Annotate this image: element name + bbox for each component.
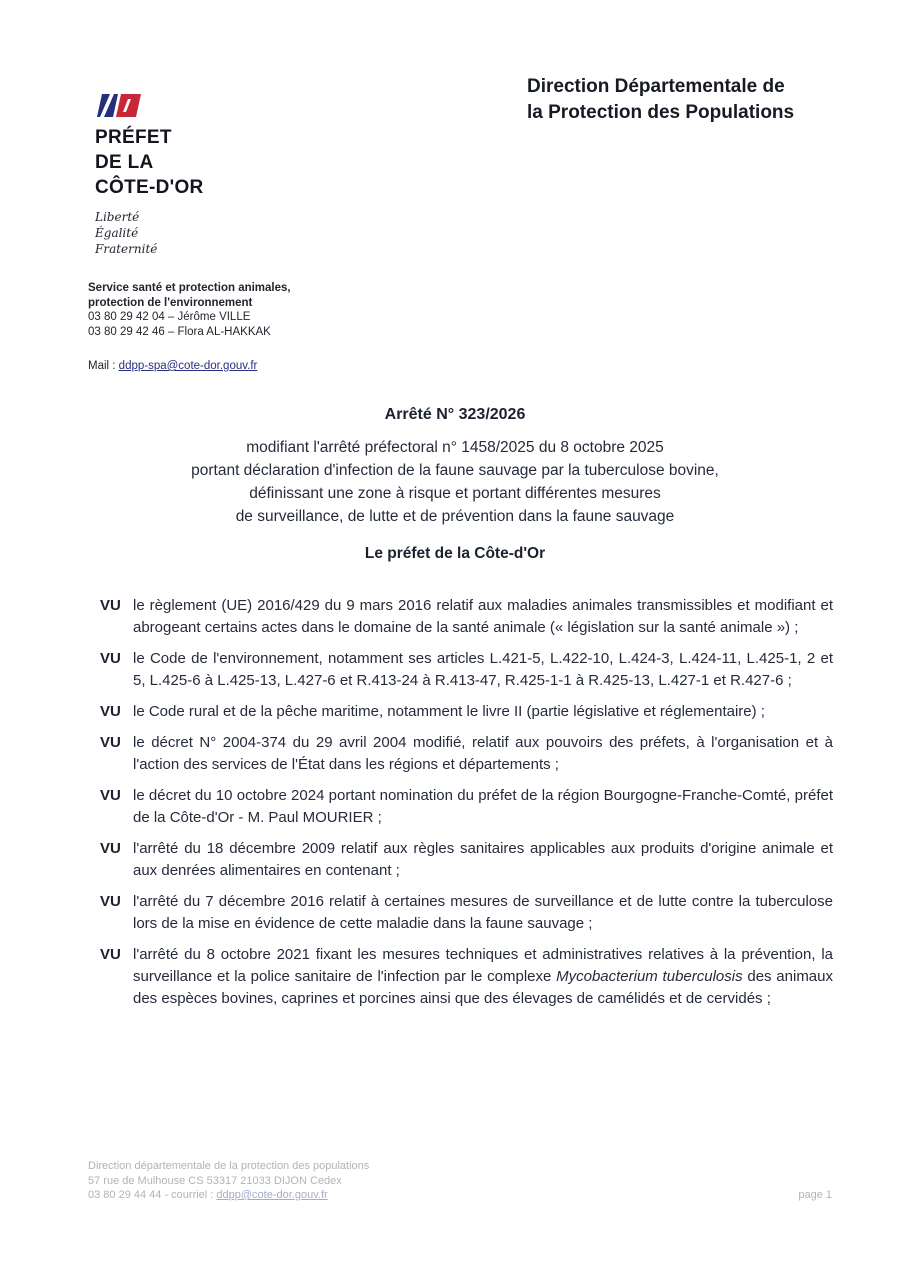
vu-label: VU: [100, 597, 121, 614]
arrete-number: Arrêté N° 323/2026: [384, 406, 526, 423]
footer-line3: [88, 1188, 369, 1203]
page-number: page 1: [798, 1189, 832, 1201]
motto-liberte: Liberté: [95, 210, 140, 224]
vu-label: VU: [100, 893, 121, 910]
arrete-title-line: modifiant l'arrêté préfectoral n° 1458/2025 du 8 octobre 2025: [246, 439, 664, 456]
vu-text-pre: le décret du 10 octobre 2024 portant nomination du préfet de la région Bourgogne-Franche-Comté, préfet de la Côte-d'Or - M. Paul MOURIER ;: [133, 787, 833, 826]
vu-section: [100, 595, 833, 1019]
footer-address-block: [88, 1159, 369, 1203]
motto-egalite: Égalité: [95, 226, 139, 240]
vu-label: VU: [100, 650, 121, 667]
service-phone-2: 03 80 29 42 46 – Flora AL-HAKKAK: [88, 325, 271, 338]
vu-paragraph: [100, 838, 833, 882]
vu-label: VU: [100, 703, 121, 720]
service-name-line2: protection de l'environnement: [88, 296, 253, 309]
vu-text-pre: l'arrêté du 8 octobre 2021 fixant les mesures techniques et administratives relatives à la prévention, la surveillance et la police sanitaire de l'infection par le complexe: [133, 946, 833, 985]
vu-text: [133, 732, 833, 776]
motto-fraternite: Fraternité: [95, 242, 158, 256]
prefet-title-line1: PRÉFET: [95, 127, 172, 148]
prefet-subtitle: Le préfet de la Côte-d'Or: [364, 545, 546, 562]
service-name-line1: Service santé et protection animales,: [88, 282, 291, 294]
footer-line1: Direction départementale de la protection des populations: [88, 1160, 370, 1172]
vu-text: [133, 595, 833, 639]
footer-line2: 57 rue de Mulhouse CS 53317 21033 DIJON Cedex: [88, 1174, 342, 1187]
vu-paragraph: [100, 701, 833, 723]
vu-text: [133, 701, 833, 723]
vu-text-pre: le Code rural et de la pêche maritime, notamment le livre II (partie législative et réglementaire) ;: [133, 703, 765, 720]
prefet-title-line3: CÔTE-D'OR: [95, 177, 204, 198]
direction-title-line2: la Protection des Populations: [527, 102, 795, 123]
vu-text: [133, 785, 833, 829]
vu-text-pre: l'arrêté du 18 décembre 2009 relatif aux règles sanitaires applicables aux produits d'origine animale et aux denrées alimentaires en contenant ;: [133, 840, 833, 879]
service-contact-block: [88, 281, 291, 374]
republic-motto: [95, 209, 204, 257]
arrete-title-line: définissant une zone à risque et portant différentes mesures: [249, 485, 661, 502]
vu-text-pre: le règlement (UE) 2016/429 du 9 mars 2016 relatif aux maladies animales transmissibles et modifiant et abrogeant certains actes dans le domaine de la santé animale (« législation sur la santé animale ») ;: [133, 597, 833, 636]
vu-label: VU: [100, 787, 121, 804]
footer-email-link[interactable]: ddpp@cote-dor.gouv.fr: [216, 1189, 328, 1201]
vu-label: VU: [100, 840, 121, 857]
vu-text: [133, 891, 833, 935]
vu-paragraph: [100, 732, 833, 776]
direction-title: [527, 74, 794, 126]
vu-paragraph: [100, 785, 833, 829]
arrete-title-line: portant déclaration d'infection de la faune sauvage par la tuberculose bovine,: [191, 462, 719, 479]
vu-text-pre: le décret N° 2004-374 du 29 avril 2004 modifié, relatif aux pouvoirs des préfets, à l'organisation et à l'action des services de l'État dans les régions et départements ;: [133, 734, 833, 773]
vu-text-post: des animaux des espèces bovines, caprines et porcines ainsi que des élevages de camélidés et de cervidés ;: [133, 968, 833, 1007]
french-flag-icon: [97, 92, 141, 119]
arrete-title-line: de surveillance, de lutte et de prévention dans la faune sauvage: [235, 508, 675, 525]
vu-paragraph: [100, 944, 833, 1010]
vu-text-italic: Mycobacterium tuberculosis: [556, 968, 743, 985]
service-phone-1: 03 80 29 42 04 – Jérôme VILLE: [88, 311, 251, 323]
service-email-link[interactable]: ddpp-spa@cote-dor.gouv.fr: [118, 360, 258, 372]
vu-paragraph: [100, 891, 833, 935]
direction-title-line1: Direction Départementale de: [527, 76, 785, 97]
arrete-title-block: [50, 406, 860, 528]
vu-text: [133, 944, 833, 1010]
vu-text-pre: le Code de l'environnement, notamment ses articles L.421-5, L.422-10, L.424-3, L.424-11, L.425-1, 2 et 5, L.425-6 à L.425-13, L.427-6 et R.413-24 à R.413-47, R.425-1-1 à R.425-13, L.427-1 et R.427-6 ;: [133, 650, 833, 689]
prefet-title: [95, 125, 204, 200]
vu-paragraph: [100, 595, 833, 639]
prefet-title-line2: DE LA: [95, 152, 154, 173]
prefecture-logo-block: [95, 92, 204, 257]
mail-label: Mail :: [88, 360, 119, 372]
vu-text: [133, 838, 833, 882]
vu-text-pre: l'arrêté du 7 décembre 2016 relatif à certaines mesures de surveillance et de lutte contre la tuberculose lors de la mise en évidence de cette maladie dans la faune sauvage ;: [133, 893, 833, 932]
footer-phone-label: 03 80 29 44 44 - courriel :: [88, 1189, 217, 1201]
service-mail-line: [88, 359, 291, 374]
vu-paragraph: [100, 648, 833, 692]
vu-label: VU: [100, 734, 121, 751]
vu-text: [133, 648, 833, 692]
vu-label: VU: [100, 946, 121, 963]
